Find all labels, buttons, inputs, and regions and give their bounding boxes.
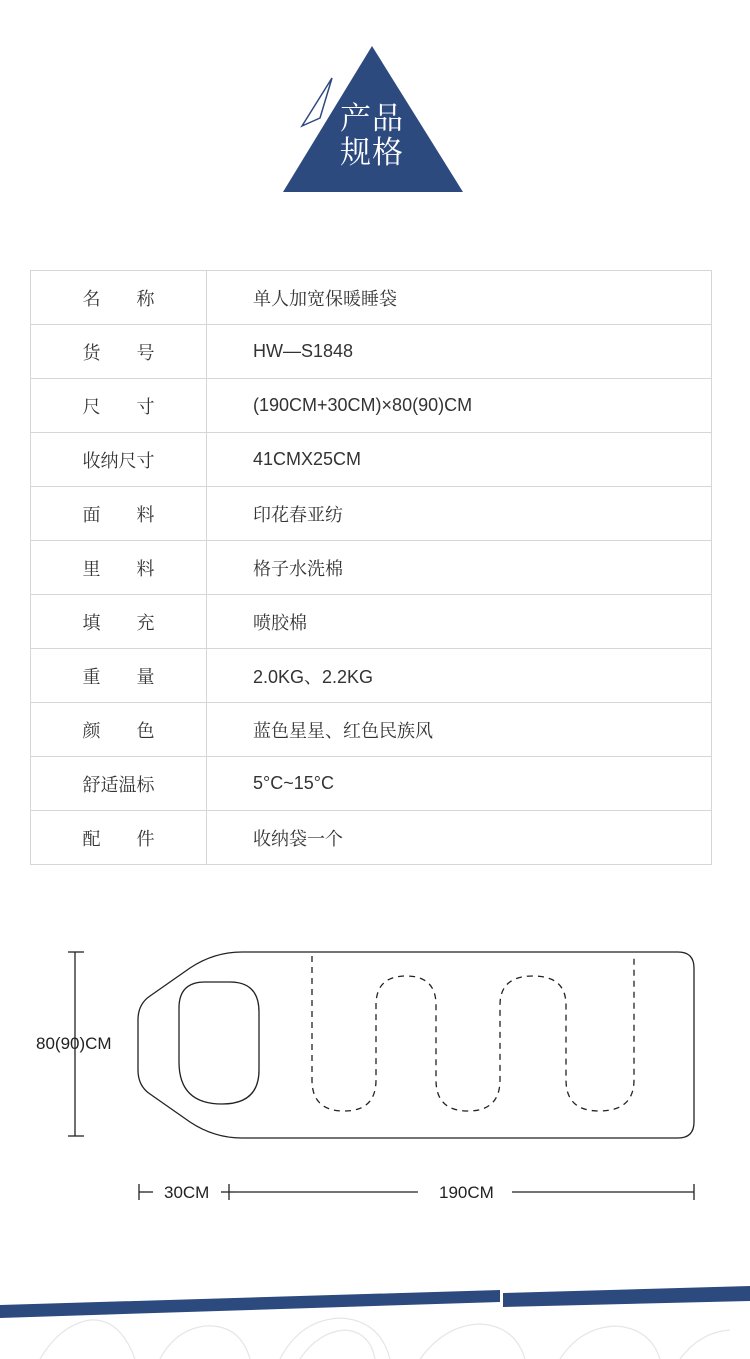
spec-label: 货 号 [31, 325, 207, 379]
spec-label: 颜 色 [31, 703, 207, 757]
sleeping-bag-diagram [0, 930, 750, 1220]
spec-value: (190CM+30CM)×80(90)CM [207, 379, 712, 433]
spec-label: 填 充 [31, 595, 207, 649]
spec-value: 单人加宽保暖睡袋 [207, 271, 712, 325]
head-length-label: 30CM [164, 1183, 210, 1202]
width-dimension-label: 80(90)CM [36, 1034, 112, 1053]
spec-label: 配 件 [31, 811, 207, 865]
spec-value: 5°C~15°C [207, 757, 712, 811]
spec-row [31, 703, 712, 757]
spec-row [31, 595, 712, 649]
spec-row [31, 271, 712, 325]
spec-table [30, 270, 712, 865]
spec-label: 舒适温标 [31, 757, 207, 811]
spec-row [31, 811, 712, 865]
spec-value: 41CMX25CM [207, 433, 712, 487]
spec-label: 重 量 [31, 649, 207, 703]
spec-label: 里 料 [31, 541, 207, 595]
spec-row [31, 325, 712, 379]
section-title [332, 102, 412, 170]
spec-label: 尺 寸 [31, 379, 207, 433]
spec-value: 喷胶棉 [207, 595, 712, 649]
spec-row [31, 433, 712, 487]
section-title-line1: 产品 [340, 101, 404, 136]
spec-row [31, 379, 712, 433]
spec-row [31, 649, 712, 703]
hood-oval [179, 982, 259, 1104]
spec-value: 格子水洗棉 [207, 541, 712, 595]
bag-outline [138, 952, 694, 1138]
spec-row [31, 541, 712, 595]
spec-value: HW—S1848 [207, 325, 712, 379]
quilting-line [312, 956, 634, 1111]
spec-label: 收纳尺寸 [31, 433, 207, 487]
footer-decoration [0, 1280, 750, 1359]
spec-label: 面 料 [31, 487, 207, 541]
spec-value: 印花春亚纺 [207, 487, 712, 541]
spec-value: 收纳袋一个 [207, 811, 712, 865]
spec-value: 蓝色星星、红色民族风 [207, 703, 712, 757]
spec-value: 2.0KG、2.2KG [207, 649, 712, 703]
spec-row [31, 757, 712, 811]
spec-label: 名 称 [31, 271, 207, 325]
spec-row [31, 487, 712, 541]
section-title-line2: 规格 [340, 135, 404, 170]
body-length-label: 190CM [439, 1183, 494, 1202]
